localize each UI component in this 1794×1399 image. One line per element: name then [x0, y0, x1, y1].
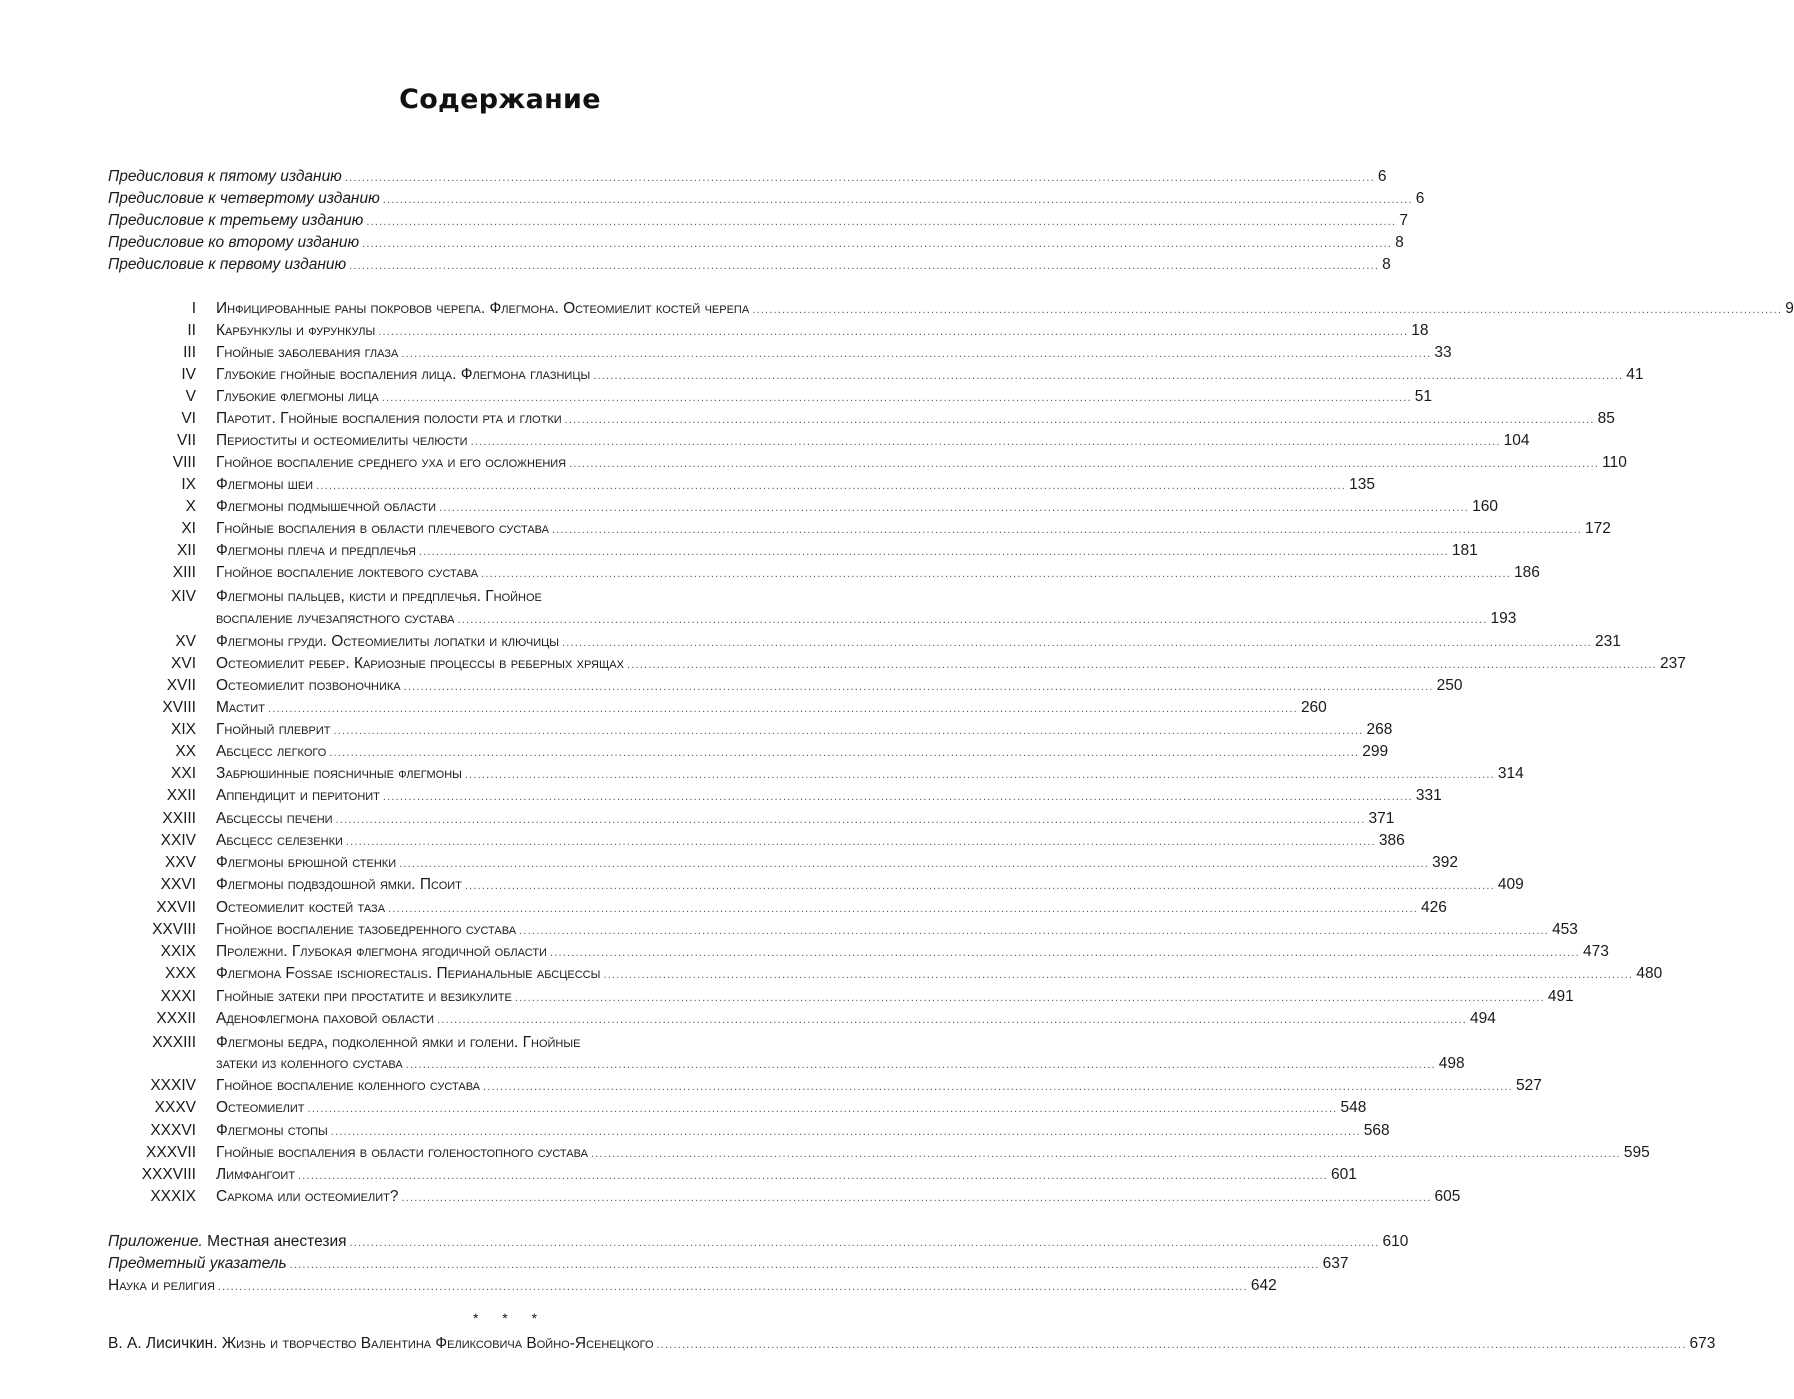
toc-entry-chapter[interactable] [216, 320, 1429, 342]
chapter-number: IX [181, 476, 196, 493]
dot-leader [483, 1076, 1513, 1098]
page-number: 85 [1597, 410, 1615, 427]
chapter-title: Паротит. Гнойные воспаления полости рта и глотки [216, 410, 562, 427]
chapter-title: Пролежни. Глубокая флегмона ягодичной области [216, 943, 547, 960]
toc-entry-chapter[interactable] [216, 785, 1442, 807]
chapter-number: XXI [171, 765, 196, 782]
dot-leader [333, 720, 1363, 742]
chapter-title: Флегмоны подмышечной области [216, 498, 437, 515]
dot-leader [550, 942, 1580, 964]
dot-leader [437, 1009, 1467, 1031]
chapter-number: IV [181, 366, 196, 383]
toc-entry-afterword[interactable] [108, 1333, 1716, 1355]
toc-entry-chapter[interactable] [216, 897, 1447, 919]
page-number: 6 [1415, 190, 1425, 207]
dot-leader [401, 343, 1431, 365]
page-number: 33 [1434, 344, 1452, 361]
dot-leader [657, 1334, 1687, 1356]
dot-leader [383, 189, 1413, 211]
chapter-title: Флегмоны груди. Остеомиелиты лопатки и ключицы [216, 633, 560, 650]
chapter-title: Гнойные воспаления в области плечевого сустава [216, 520, 549, 537]
chapter-number: V [185, 388, 196, 405]
page-number: 568 [1363, 1122, 1390, 1139]
page-number: 473 [1582, 943, 1609, 960]
chapter-title: Гнойное воспаление тазобедренного сустава [216, 921, 517, 938]
page-number: 409 [1497, 876, 1524, 893]
chapter-title: Гнойные воспаления в области голеностопного сустава [216, 1144, 588, 1161]
toc-entry-chapter[interactable] [216, 1164, 1357, 1186]
page-number: 527 [1516, 1077, 1542, 1094]
page-number: 314 [1497, 765, 1524, 782]
page-number: 237 [1659, 655, 1686, 672]
dot-leader [752, 299, 1782, 321]
chapter-number: XXVI [160, 876, 196, 893]
toc-entry-chapter[interactable] [216, 608, 1517, 630]
chapter-title: Остеомиелит позвоночника [216, 677, 401, 694]
toc-entry-chapter[interactable] [216, 496, 1498, 518]
page-number: 642 [1250, 1277, 1277, 1294]
page-number: 51 [1414, 388, 1433, 405]
page-number: 6 [1377, 168, 1387, 185]
page-title: Содержание [399, 84, 601, 115]
dot-leader [316, 475, 1346, 497]
dot-leader [465, 875, 1495, 897]
toc-entry-chapter[interactable] [216, 941, 1609, 963]
toc-entry-chapter[interactable] [216, 1120, 1390, 1142]
dot-leader [366, 211, 1396, 233]
chapter-title: Гнойные затеки при простатите и везикулите [216, 988, 512, 1005]
chapter-title: Периоститы и остеомиелиты челюсти [216, 432, 468, 449]
chapter-number: XXIX [160, 943, 196, 960]
toc-entry-chapter[interactable] [216, 1075, 1542, 1097]
page-number: 172 [1584, 520, 1611, 537]
dot-leader [565, 409, 1595, 431]
chapter-number: III [183, 344, 196, 361]
chapter-number: XIII [172, 564, 196, 581]
toc-entry-label: Предисловие ко второму изданию [108, 234, 360, 251]
chapter-number: XXXVIII [141, 1166, 196, 1183]
chapter-number: XXVIII [152, 921, 196, 938]
page-number: 610 [1382, 1233, 1409, 1250]
afterword-author: В. А. Лисичкин. [108, 1335, 218, 1352]
page-number: 160 [1472, 498, 1498, 515]
toc-entry-chapter[interactable] [216, 874, 1524, 896]
page-number: 9 [1785, 300, 1794, 317]
toc-entry-chapter[interactable] [216, 919, 1578, 941]
toc-entry-chapter[interactable] [216, 430, 1530, 452]
chapter-title: Флегмоны плеча и предплечья [216, 542, 416, 559]
page-number: 494 [1470, 1010, 1496, 1027]
page-number: 480 [1636, 965, 1663, 982]
index-label: Предметный указатель [108, 1255, 287, 1272]
chapter-title: Флегмоны стопы [216, 1122, 328, 1139]
page-number: 498 [1438, 1055, 1465, 1072]
chapter-title: Лимфангоит [216, 1166, 296, 1183]
dot-leader [362, 233, 1392, 255]
toc-entry-chapter[interactable] [216, 364, 1644, 386]
dot-leader [591, 1143, 1621, 1165]
page-number: 386 [1378, 832, 1405, 849]
chapter-title[interactable]: Флегмоны пальцев, кисти и предплечья. Гнойное [216, 588, 542, 605]
chapter-title: Гнойный плеврит [216, 721, 331, 738]
toc-entry-chapter[interactable] [216, 852, 1458, 874]
page-number: 41 [1626, 366, 1644, 383]
dot-leader [383, 786, 1413, 808]
page-number: 186 [1514, 564, 1540, 581]
toc-entry-chapter[interactable] [216, 342, 1452, 364]
toc-entry-chapter[interactable] [216, 540, 1478, 562]
dot-leader [382, 387, 1412, 409]
chapter-title-continued: воспаление лучезапястного сустава [216, 610, 455, 627]
chapter-number: XXXV [154, 1099, 196, 1116]
page-number: 605 [1434, 1188, 1461, 1205]
chapter-title: Аппендицит и перитонит [216, 787, 380, 804]
page-number: 260 [1300, 699, 1327, 716]
chapter-title: Флегмоны подвздошной ямки. Псоит [216, 876, 462, 893]
page-number: 299 [1362, 743, 1389, 760]
chapter-number: XXXVI [150, 1122, 196, 1139]
dot-leader [603, 964, 1633, 986]
dot-leader [515, 987, 1545, 1009]
page-number: 135 [1349, 476, 1375, 493]
chapter-title: Саркома или остеомиелит? [216, 1188, 399, 1205]
page-number: 595 [1623, 1144, 1650, 1161]
page-number: 7 [1399, 212, 1408, 229]
toc-entry-index[interactable] [108, 1253, 1349, 1275]
toc-entry-chapter[interactable] [216, 675, 1463, 697]
section-separator: * * * [472, 1310, 548, 1326]
chapter-title: Гнойное воспаление коленного сустава [216, 1077, 481, 1094]
science-label: Наука и религия [108, 1277, 215, 1294]
chapter-number: X [185, 498, 196, 515]
dot-leader [378, 321, 1408, 343]
page-number: 268 [1366, 721, 1393, 738]
toc-entry-chapter[interactable] [216, 1097, 1367, 1119]
dot-leader [552, 519, 1582, 541]
toc-entry-preface[interactable] [108, 232, 1404, 254]
toc-entry-label: Предисловие к третьему изданию [108, 212, 364, 229]
toc-entry-chapter[interactable] [216, 719, 1393, 741]
chapter-title: Глубокие гнойные воспаления лица. Флегмона глазницы [216, 366, 591, 383]
toc-entry-chapter[interactable] [216, 1053, 1465, 1075]
chapter-title: Гнойное воспаление локтевого сустава [216, 564, 479, 581]
page-number: 18 [1411, 322, 1429, 339]
page-number: 8 [1382, 256, 1391, 273]
chapter-title: Флегмоны шеи [216, 476, 314, 493]
dot-leader [471, 431, 1501, 453]
chapter-number: XIV [171, 588, 196, 605]
toc-entry-preface[interactable] [108, 188, 1425, 210]
chapter-number: XX [175, 743, 196, 760]
chapter-title[interactable]: Флегмоны бедра, подколенной ямки и голени. Гнойные [216, 1034, 581, 1051]
chapter-title-continued: затеки из коленного сустава [216, 1055, 403, 1072]
dot-leader [401, 1187, 1431, 1209]
chapter-title: Остеомиелит [216, 1099, 305, 1116]
chapter-number: I [191, 300, 196, 317]
toc-entry-chapter[interactable] [216, 986, 1574, 1008]
chapter-number: VI [181, 410, 196, 427]
dot-leader [419, 541, 1449, 563]
dot-leader [388, 898, 1418, 920]
chapter-title: Карбункулы и фурункулы [216, 322, 376, 339]
dot-leader [346, 831, 1376, 853]
page-number: 371 [1368, 810, 1395, 827]
chapter-number: XXX [164, 965, 196, 982]
chapter-title: Остеомиелит ребер. Кариозные процессы в реберных хрящах [216, 655, 624, 672]
dot-leader [331, 1121, 1361, 1143]
chapter-number: XXV [164, 854, 196, 871]
chapter-title: Мастит [216, 699, 265, 716]
toc-entry-preface[interactable] [108, 166, 1387, 188]
toc-entry-chapter[interactable] [216, 474, 1375, 496]
dot-leader [593, 365, 1623, 387]
toc-entry-chapter[interactable] [216, 631, 1621, 653]
chapter-number: XIX [171, 721, 196, 738]
dot-leader [562, 632, 1592, 654]
page-number: 637 [1322, 1255, 1349, 1272]
dot-leader [329, 742, 1359, 764]
page-number: 231 [1595, 633, 1621, 650]
dot-leader [404, 676, 1434, 698]
chapter-number: XXVII [156, 899, 196, 916]
page-number: 250 [1436, 677, 1463, 694]
page-number: 426 [1421, 899, 1447, 916]
dot-leader [458, 609, 1488, 631]
chapter-title: Глубокие флегмоны лица [216, 388, 379, 405]
chapter-number: XXXIII [152, 1034, 196, 1051]
dot-leader [627, 654, 1657, 676]
toc-entry-appendix[interactable] [108, 1231, 1409, 1253]
chapter-title: Гнойное воспаление среднего уха и его осложнения [216, 454, 567, 471]
toc-entry-label: Предисловие к четвертому изданию [108, 190, 380, 207]
toc-entry-chapter[interactable] [216, 298, 1794, 320]
chapter-number: XXXI [160, 988, 196, 1005]
chapter-number: XI [181, 520, 196, 537]
toc-entry-chapter[interactable] [216, 1008, 1496, 1030]
dot-leader [298, 1165, 1328, 1187]
page-number: 181 [1451, 542, 1478, 559]
toc-entry-chapter[interactable] [216, 1186, 1461, 1208]
dot-leader [465, 764, 1495, 786]
page-number: 8 [1395, 234, 1404, 251]
toc-entry-chapter[interactable] [216, 386, 1433, 408]
toc-entry-chapter[interactable] [216, 741, 1389, 763]
chapter-number: II [187, 322, 196, 339]
page-number: 453 [1552, 921, 1578, 938]
chapter-title: Флегмоны брюшной стенки [216, 854, 397, 871]
page-number: 193 [1490, 610, 1517, 627]
dot-leader [350, 1232, 1380, 1254]
dot-leader [519, 920, 1549, 942]
appendix-title: Местная анестезия [207, 1233, 347, 1250]
chapter-number: XVII [166, 677, 196, 694]
toc-entry-chapter[interactable] [216, 1142, 1650, 1164]
chapter-number: XXIII [162, 810, 196, 827]
appendix-label: Приложение. [108, 1233, 203, 1250]
dot-leader [308, 1098, 1338, 1120]
chapter-number: XXIV [160, 832, 196, 849]
page-number: 491 [1547, 988, 1574, 1005]
page-number: 331 [1415, 787, 1442, 804]
dot-leader [481, 563, 1511, 585]
dot-leader [336, 809, 1366, 831]
dot-leader [399, 853, 1429, 875]
chapter-title: Забрюшинные поясничные флегмоны [216, 765, 462, 782]
chapter-number: XXXIV [150, 1077, 196, 1094]
toc-entry-chapter[interactable] [216, 518, 1611, 540]
page-number: 601 [1331, 1166, 1357, 1183]
page-number: 392 [1432, 854, 1458, 871]
page-number: 110 [1602, 454, 1627, 471]
dot-leader [345, 167, 1375, 189]
toc-entry-chapter[interactable] [216, 562, 1540, 584]
page-number: 548 [1340, 1099, 1367, 1116]
toc-entry-science[interactable] [108, 1275, 1277, 1297]
chapter-title: Аденофлегмона паховой области [216, 1010, 434, 1027]
toc-entry-chapter[interactable] [216, 830, 1405, 852]
chapter-title: Абсцесс селезенки [216, 832, 343, 849]
toc-entry-chapter[interactable] [216, 452, 1627, 474]
toc-entry-chapter[interactable] [216, 697, 1327, 719]
chapter-title: Флегмона Fossae ischiorectalis. Перианальные абсцессы [216, 965, 601, 982]
chapter-number: XXXII [156, 1010, 196, 1027]
toc-entry-chapter[interactable] [216, 763, 1524, 785]
chapter-number: XVI [171, 655, 196, 672]
chapter-number: XV [175, 633, 196, 650]
chapter-number: XXXIX [150, 1188, 196, 1205]
chapter-title: Гнойные заболевания глаза [216, 344, 399, 361]
toc-entry-preface[interactable] [108, 254, 1391, 276]
chapter-title: Остеомиелит костей таза [216, 899, 386, 916]
dot-leader [218, 1276, 1248, 1298]
chapter-number: VIII [172, 454, 196, 471]
chapter-number: XXXVII [146, 1144, 196, 1161]
page-number: 673 [1689, 1335, 1716, 1352]
chapter-number: XVIII [162, 699, 196, 716]
toc-entry-chapter[interactable] [216, 808, 1395, 830]
page-number: 104 [1503, 432, 1530, 449]
afterword-title: Жизнь и творчество Валентина Феликсовича Войно-Ясенецкого [221, 1335, 654, 1352]
chapter-number: XXII [166, 787, 196, 804]
toc-entry-chapter[interactable] [216, 963, 1663, 985]
chapter-number: VII [177, 432, 196, 449]
chapter-title: Абсцесс легкого [216, 743, 327, 760]
toc-entry-chapter[interactable] [216, 653, 1686, 675]
toc-entry-label: Предисловия к пятому изданию [108, 168, 342, 185]
toc-entry-chapter[interactable] [216, 408, 1615, 430]
toc-entry-preface[interactable] [108, 210, 1408, 232]
dot-leader [406, 1054, 1436, 1076]
dot-leader [268, 698, 1298, 720]
chapter-title: Инфицированные раны покровов черепа. Флегмона. Остеомиелит костей черепа [216, 300, 750, 317]
dot-leader [569, 453, 1599, 475]
dot-leader [349, 255, 1379, 277]
chapter-number: XII [177, 542, 196, 559]
chapter-title: Абсцессы печени [216, 810, 333, 827]
dot-leader [290, 1254, 1320, 1276]
toc-entry-label: Предисловие к первому изданию [108, 256, 347, 273]
dot-leader [439, 497, 1469, 519]
